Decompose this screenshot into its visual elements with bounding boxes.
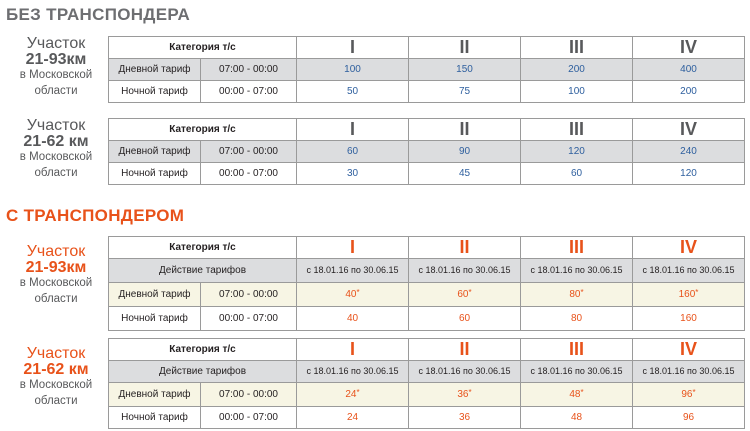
tariff-value	[521, 283, 633, 307]
tariff-value: 30	[297, 163, 409, 185]
section-title-with-transponder: С ТРАНСПОНДЕРОМ	[6, 206, 185, 225]
row-name: Ночной тариф	[109, 81, 201, 103]
category-header: Категория т/с	[109, 37, 297, 59]
segment-label-km: 21-93км	[25, 259, 87, 276]
class-ii-header: II	[409, 37, 521, 59]
segment-label	[6, 36, 106, 99]
row-name: Дневной тариф	[109, 283, 201, 307]
tariff-value: 60	[521, 163, 633, 185]
tariff-value: 160	[633, 307, 745, 331]
tariff-value: 48	[521, 407, 633, 429]
tariff-value: 120	[633, 163, 745, 185]
row-name: Дневной тариф	[109, 59, 201, 81]
row-time: 00:00 - 07:00	[201, 407, 297, 429]
segment-label-region: в Московской	[19, 379, 93, 391]
tariff-value: 60	[409, 307, 521, 331]
row-name: Дневной тариф	[109, 141, 201, 163]
segment-label-region2: области	[34, 84, 78, 97]
segment-label-region2: области	[34, 292, 78, 305]
tariff-period-label: Действие тарифов	[109, 361, 297, 383]
class-iii-header: III	[521, 37, 633, 59]
tariff-value: 40	[297, 307, 409, 331]
tariff-value: 60	[297, 141, 409, 163]
tariff-value: 100	[521, 81, 633, 103]
segment-label	[6, 244, 106, 307]
footnote-mark: *	[580, 288, 584, 297]
class-ii-header: II	[409, 237, 521, 259]
class-iii-header: III	[521, 339, 633, 361]
tariff-value-number: 24	[345, 389, 357, 400]
tariff-value-number: 60	[457, 289, 469, 300]
tariff-value-number: 160	[678, 289, 696, 300]
tariff-value-number: 48	[569, 389, 581, 400]
row-time: 00:00 - 07:00	[201, 81, 297, 103]
tariff-value: 50	[297, 81, 409, 103]
segment-label-km: 21-62 км	[23, 133, 89, 150]
tariff-table	[108, 118, 745, 185]
class-iii-header: III	[521, 119, 633, 141]
segment-label-km: 21-93км	[25, 51, 87, 68]
tariff-value	[633, 383, 745, 407]
tariff-value	[297, 283, 409, 307]
tariff-value: 80	[521, 307, 633, 331]
class-ii-header: II	[409, 339, 521, 361]
class-i-header: I	[297, 237, 409, 259]
tariff-value	[297, 383, 409, 407]
segment-label-region: в Московской	[19, 69, 93, 81]
tariff-value: 100	[297, 59, 409, 81]
tariff-table	[108, 36, 745, 103]
class-i-header: I	[297, 339, 409, 361]
segment-label-region2: области	[34, 394, 78, 407]
tariff-value: 36	[409, 407, 521, 429]
segment-label-line1: Участок	[26, 345, 86, 362]
category-header: Категория т/с	[109, 339, 297, 361]
class-iii-header: III	[521, 237, 633, 259]
tariff-value-number: 80	[569, 289, 581, 300]
segment-label	[6, 346, 106, 409]
tariff-value: 96	[633, 407, 745, 429]
segment-label-region: в Московской	[19, 277, 93, 289]
tariff-period: с 18.01.16 по 30.06.15	[297, 361, 409, 383]
tariff-value: 120	[521, 141, 633, 163]
segment-label-km: 21-62 км	[23, 361, 89, 378]
tariff-value: 75	[409, 81, 521, 103]
class-i-header: I	[297, 119, 409, 141]
segment-label-line1: Участок	[26, 35, 86, 52]
tariff-period: с 18.01.16 по 30.06.15	[297, 259, 409, 283]
class-iv-header: IV	[633, 37, 745, 59]
tariff-value: 400	[633, 59, 745, 81]
category-header: Категория т/с	[109, 119, 297, 141]
tariff-period: с 18.01.16 по 30.06.15	[409, 361, 521, 383]
tariff-value: 200	[633, 81, 745, 103]
tariff-table	[108, 236, 745, 331]
row-time: 07:00 - 00:00	[201, 59, 297, 81]
row-time: 07:00 - 00:00	[201, 383, 297, 407]
segment-label-line1: Участок	[26, 243, 86, 260]
tariff-value	[521, 383, 633, 407]
tariff-period: с 18.01.16 по 30.06.15	[409, 259, 521, 283]
footnote-mark: *	[468, 288, 472, 297]
tariff-value-number: 96	[681, 389, 693, 400]
tariff-period: с 18.01.16 по 30.06.15	[521, 259, 633, 283]
segment-label-region: в Московской	[19, 151, 93, 163]
tariff-value-number: 40	[345, 289, 357, 300]
tariff-value: 150	[409, 59, 521, 81]
tariff-value	[633, 283, 745, 307]
class-ii-header: II	[409, 119, 521, 141]
segment-label-line1: Участок	[26, 117, 86, 134]
section-title-no-transponder: БЕЗ ТРАНСПОНДЕРА	[6, 5, 191, 24]
tariff-period: с 18.01.16 по 30.06.15	[633, 361, 745, 383]
tariff-value: 24	[297, 407, 409, 429]
footnote-mark: *	[468, 388, 472, 397]
tariff-value: 45	[409, 163, 521, 185]
tariff-value: 90	[409, 141, 521, 163]
tariff-value	[409, 383, 521, 407]
row-name: Ночной тариф	[109, 407, 201, 429]
segment-label-region2: области	[34, 166, 78, 179]
row-name: Дневной тариф	[109, 383, 201, 407]
footnote-mark: *	[692, 388, 696, 397]
tariff-period: с 18.01.16 по 30.06.15	[633, 259, 745, 283]
row-name: Ночной тариф	[109, 307, 201, 331]
tariff-value-number: 36	[457, 389, 469, 400]
tariff-value	[409, 283, 521, 307]
footnote-mark: *	[695, 288, 699, 297]
class-i-header: I	[297, 37, 409, 59]
class-iv-header: IV	[633, 119, 745, 141]
footnote-mark: *	[580, 388, 584, 397]
tariff-table	[108, 338, 745, 429]
footnote-mark: *	[356, 288, 360, 297]
footnote-mark: *	[356, 388, 360, 397]
tariff-value: 240	[633, 141, 745, 163]
row-time: 00:00 - 07:00	[201, 307, 297, 331]
tariff-period-label: Действие тарифов	[109, 259, 297, 283]
category-header: Категория т/с	[109, 237, 297, 259]
tariff-period: с 18.01.16 по 30.06.15	[521, 361, 633, 383]
row-name: Ночной тариф	[109, 163, 201, 185]
row-time: 00:00 - 07:00	[201, 163, 297, 185]
segment-label	[6, 118, 106, 181]
class-iv-header: IV	[633, 339, 745, 361]
row-time: 07:00 - 00:00	[201, 283, 297, 307]
row-time: 07:00 - 00:00	[201, 141, 297, 163]
tariff-value: 200	[521, 59, 633, 81]
class-iv-header: IV	[633, 237, 745, 259]
